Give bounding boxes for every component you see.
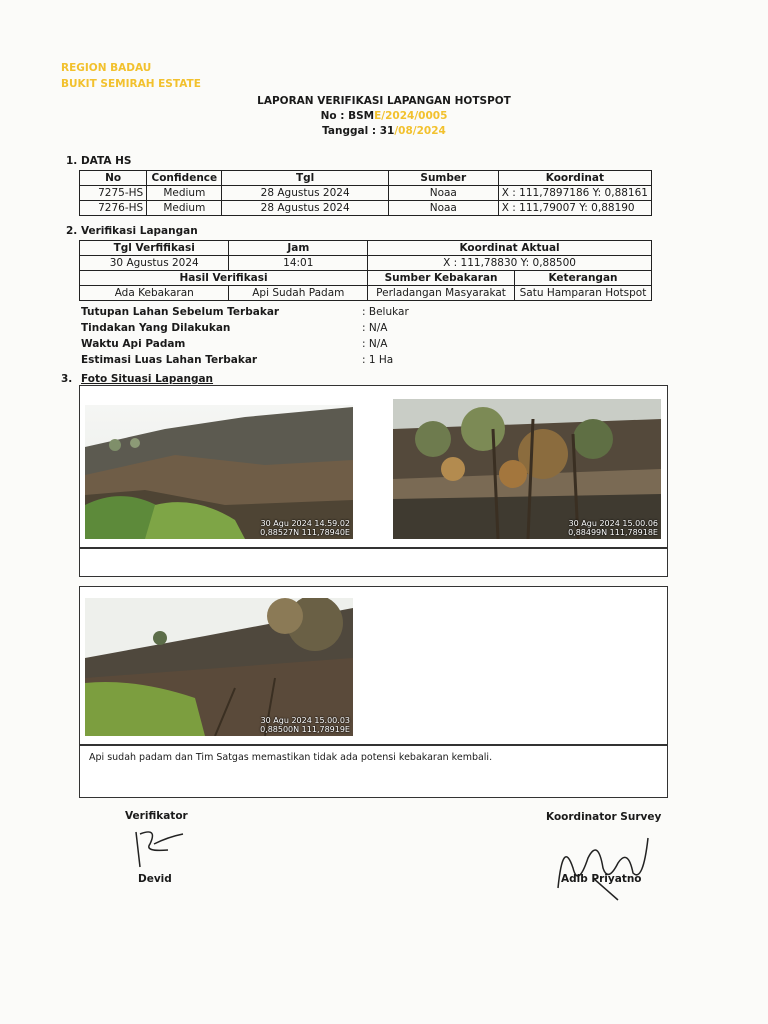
table-row [80, 201, 652, 216]
col-header: Sumber [388, 171, 498, 186]
report-date-label: Tanggal : 31 [322, 125, 395, 137]
section-foto-number: 3. [61, 373, 73, 385]
table-cell: 30 Agustus 2024 [80, 256, 229, 271]
photo-timestamp: 30 Agu 2024 15.00.06 0,88499N 111,78918E [568, 519, 658, 537]
table-cell: 28 Agustus 2024 [222, 186, 388, 201]
table-row [80, 286, 652, 301]
table-cell: Noaa [388, 201, 498, 216]
info-value: : N/A [362, 322, 388, 334]
koordinator-title: Koordinator Survey [546, 811, 662, 823]
info-label: Tutupan Lahan Sebelum Terbakar [81, 306, 280, 318]
report-number-value: E/2024/0005 [374, 110, 448, 122]
koordinator-name: Adib Priyatno [561, 873, 642, 885]
info-label: Tindakan Yang Dilakukan [81, 322, 231, 334]
table-cell: X : 111,79007 Y: 0,88190 [498, 201, 651, 216]
table-row [80, 256, 652, 271]
table-cell: Ada Kebakaran [80, 286, 229, 301]
section-verifikasi-title: 2. Verifikasi Lapangan [66, 225, 198, 237]
col-header: Keterangan [515, 271, 652, 286]
table-cell: X : 111,7897186 Y: 0,88161 [498, 186, 651, 201]
col-header: Koordinat [498, 171, 651, 186]
section-data-hs-title: 1. DATA HS [66, 155, 132, 167]
col-header: Hasil Verifikasi [80, 271, 368, 286]
table-cell: Noaa [388, 186, 498, 201]
col-header: Koordinat Aktual [368, 241, 652, 256]
report-date-value: /08/2024 [394, 125, 446, 137]
verifikator-signature [128, 822, 188, 877]
table-cell: Api Sudah Padam [229, 286, 368, 301]
photo-timestamp: 30 Agu 2024 15.00.03 0,88500N 111,78919E [260, 716, 350, 734]
info-label: Estimasi Luas Lahan Terbakar [81, 354, 258, 366]
report-date [0, 125, 768, 137]
info-value: : N/A [362, 338, 388, 350]
table-cell: Medium [147, 186, 222, 201]
table-row [80, 186, 652, 201]
photo-caption: Api sudah padam dan Tim Satgas memastikan tidak ada potensi kebakaran kembali. [89, 752, 493, 763]
col-header: Tgl [222, 171, 388, 186]
table-cell: 28 Agustus 2024 [222, 201, 388, 216]
estate-label: BUKIT SEMIRAH ESTATE [61, 78, 201, 90]
table-cell: X : 111,78830 Y: 0,88500 [368, 256, 652, 271]
data-hs-table [79, 170, 652, 216]
info-label: Waktu Api Padam [81, 338, 186, 350]
col-header: Jam [229, 241, 368, 256]
verifikasi-table [79, 240, 652, 301]
table-header-row [80, 241, 652, 256]
table-cell: 14:01 [229, 256, 368, 271]
region-label: REGION BADAU [61, 62, 152, 74]
report-title: LAPORAN VERIFIKASI LAPANGAN HOTSPOT [257, 95, 511, 107]
table-cell: 7275-HS [80, 186, 147, 201]
table-cell: 7276-HS [80, 201, 147, 216]
verifikator-name: Devid [138, 873, 172, 885]
col-header: No [80, 171, 147, 186]
info-value: : Belukar [362, 306, 409, 318]
section-foto-title: Foto Situasi Lapangan [81, 373, 214, 385]
table-cell: Satu Hamparan Hotspot [515, 286, 652, 301]
table-header-row [80, 271, 652, 286]
verifikator-title: Verifikator [125, 810, 188, 822]
table-cell: Medium [147, 201, 222, 216]
photo-timestamp: 30 Agu 2024 14.59.02 0,88527N 111,78940E [260, 519, 350, 537]
koordinator-signature [548, 828, 658, 903]
field-photo-2 [393, 399, 661, 539]
field-photo-3 [85, 598, 353, 736]
table-header-row [80, 171, 652, 186]
report-number-label: No : BSM [320, 110, 375, 122]
col-header: Tgl Verfifikasi [80, 241, 229, 256]
report-number [0, 110, 768, 122]
col-header: Confidence [147, 171, 222, 186]
caption-box-empty [79, 548, 668, 577]
field-photo-1 [85, 405, 353, 539]
col-header: Sumber Kebakaran [368, 271, 515, 286]
table-cell: Perladangan Masyarakat [368, 286, 515, 301]
info-value: : 1 Ha [362, 354, 394, 366]
